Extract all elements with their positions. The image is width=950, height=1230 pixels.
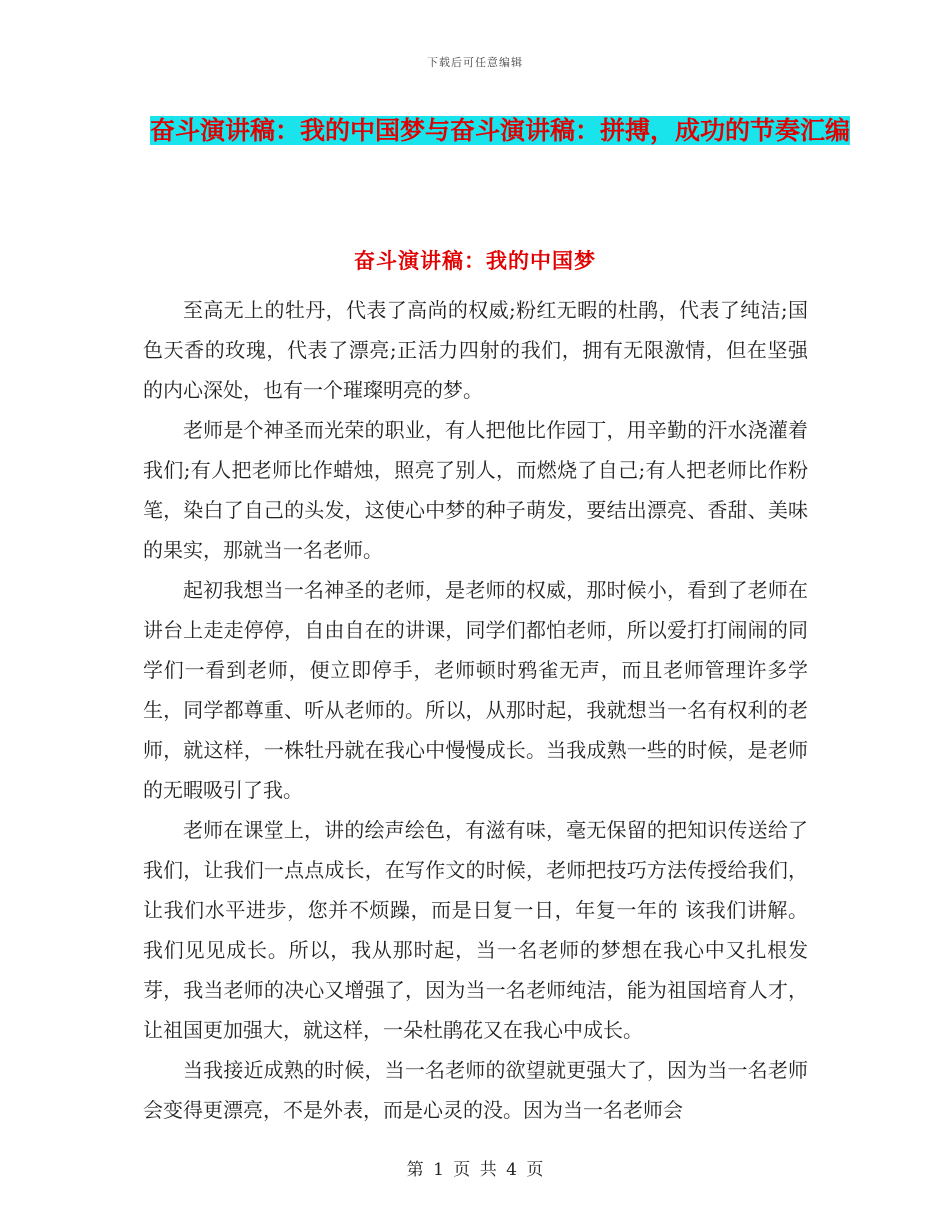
document-body xyxy=(143,290,808,1130)
paragraph: 当我接近成熟的时候，当一名老师的欲望就更强大了，因为当一名老师会变得更漂亮，不是外表，而是心灵的没。因为当一名老师会 xyxy=(143,1058,808,1122)
paragraph: 老师是个神圣而光荣的职业，有人把他比作园丁，用辛勤的汗水浇灌着我们;有人把老师比作蜡烛，照亮了别人，而燃烧了自己;有人把老师比作粉笔，染白了自己的头发，这使心中梦的种子萌发，要结出漂亮、香甜、美味的果实，那就当一名老师。 xyxy=(143,418,808,562)
section-title: 奋斗演讲稿：我的中国梦 xyxy=(354,249,596,273)
header-note: 下载后可任意编辑 xyxy=(427,56,523,69)
paragraph: 老师在课堂上，讲的绘声绘色，有滋有味，毫无保留的把知识传送给了我们，让我们一点点成长，在写作文的时候，老师把技巧方法传授给我们，让我们水平进步，您并不烦躁，而是日复一日，年复一年的 该我们讲解。我们见见成长。所以，我从那时起，当一名老师的梦想在我心中又扎根发芽，我当老师的决心又增强了，因为当一名老师纯洁，能为祖国培育人才，让祖国更加强大，就这样，一朵杜鹃花又在我心中成长。 xyxy=(143,818,808,1042)
paragraph: 至高无上的牡丹，代表了高尚的权威;粉红无暇的杜鹃，代表了纯洁;国色天香的玫瑰，代表了漂亮;正活力四射的我们，拥有无限激情，但在坚强的内心深处，也有一个璀璨明亮的梦。 xyxy=(143,298,808,402)
document-title xyxy=(150,108,850,154)
document-title-text: 奋斗演讲稿：我的中国梦与奋斗演讲稿：拼搏，成功的节奏汇编 xyxy=(150,116,851,145)
page-number: 第 1 页 共 4 页 xyxy=(406,1160,544,1180)
paragraph: 起初我想当一名神圣的老师，是老师的权威，那时候小，看到了老师在讲台上走走停停，自由自在的讲课，同学们都怕老师，所以爱打打闹闹的同学们一看到老师，便立即停手，老师顿时鸦雀无声，而且老师管理许多学生，同学都尊重、听从老师的。所以，从那时起，我就想当一名有权利的老师，就这样，一株牡丹就在我心中慢慢成长。当我成熟一些的时候，是老师的无暇吸引了我。 xyxy=(143,578,808,802)
